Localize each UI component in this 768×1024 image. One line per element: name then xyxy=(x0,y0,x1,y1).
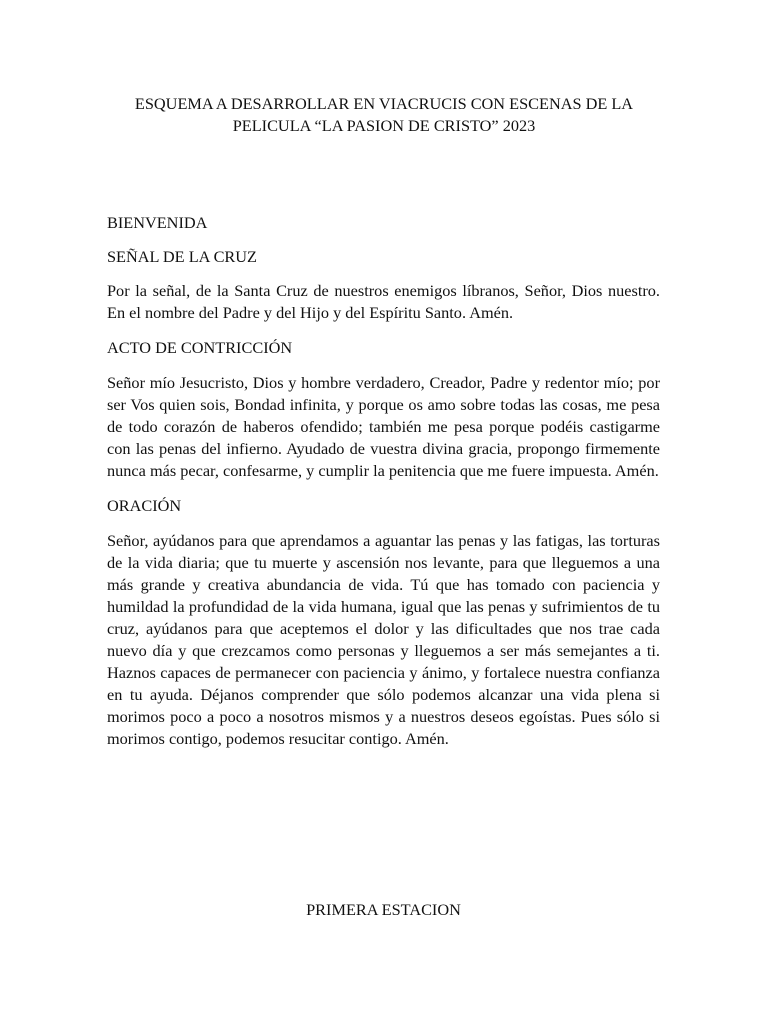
heading-senal-de-la-cruz: SEÑAL DE LA CRUZ xyxy=(107,247,257,266)
document-title xyxy=(90,93,678,137)
title-line-1: ESQUEMA A DESARROLLAR EN VIACRUCIS CON ESCENAS DE LA xyxy=(134,94,634,113)
document-body xyxy=(107,212,660,750)
paragraph-acto-de-contriccion: Señor mío Jesucristo, Dios y hombre verdadero, Creador, Padre y redentor mío; por ser Vos quien sois, Bondad infinita, y porque os amo sobre todas las cosas, me pesa de todo corazón de haberos ofendido; también me pesa porque podéis castigarme con las penas del infierno. Ayudado de vuestra divina gracia, propongo firmemente nunca más pecar, confesarme, y cumplir la penitencia que me fuere impuesta. Amén. xyxy=(107,373,660,480)
paragraph-senal-de-la-cruz: Por la señal, de la Santa Cruz de nuestros enemigos líbranos, Señor, Dios nuestro. En el nombre del Padre y del Hijo y del Espíritu Santo. Amén. xyxy=(107,281,660,322)
heading-oracion: ORACIÓN xyxy=(107,496,182,515)
paragraph-oracion: Señor, ayúdanos para que aprendamos a aguantar las penas y las fatigas, las torturas de la vida diaria; que tu muerte y ascensión nos levante, para que lleguemos a una más grande y creativa abundancia de vida. Tú que has tomado con paciencia y humildad la profundidad de la vida humana, igual que las penas y sufrimientos de tu cruz, ayúdanos para que aceptemos el dolor y las dificultades que nos trae cada nuevo día y que crezcamos como personas y lleguemos a ser más semejantes a ti. Haznos capaces de permanecer con paciencia y ánimo, y fortalece nuestra confianza en tu ayuda. Déjanos comprender que sólo podemos alcanzar una vida plena si morimos poco a poco a nosotros mismos y a nuestros deseos egoístas. Pues sólo si morimos contigo, podemos resucitar contigo. Amén. xyxy=(107,531,660,748)
heading-bienvenida: BIENVENIDA xyxy=(107,213,208,232)
heading-primera-estacion: PRIMERA ESTACION xyxy=(306,900,461,919)
title-line-2: PELICULA “LA PASION DE CRISTO” 2023 xyxy=(232,116,536,135)
heading-acto-de-contriccion: ACTO DE CONTRICCIÓN xyxy=(107,338,293,357)
